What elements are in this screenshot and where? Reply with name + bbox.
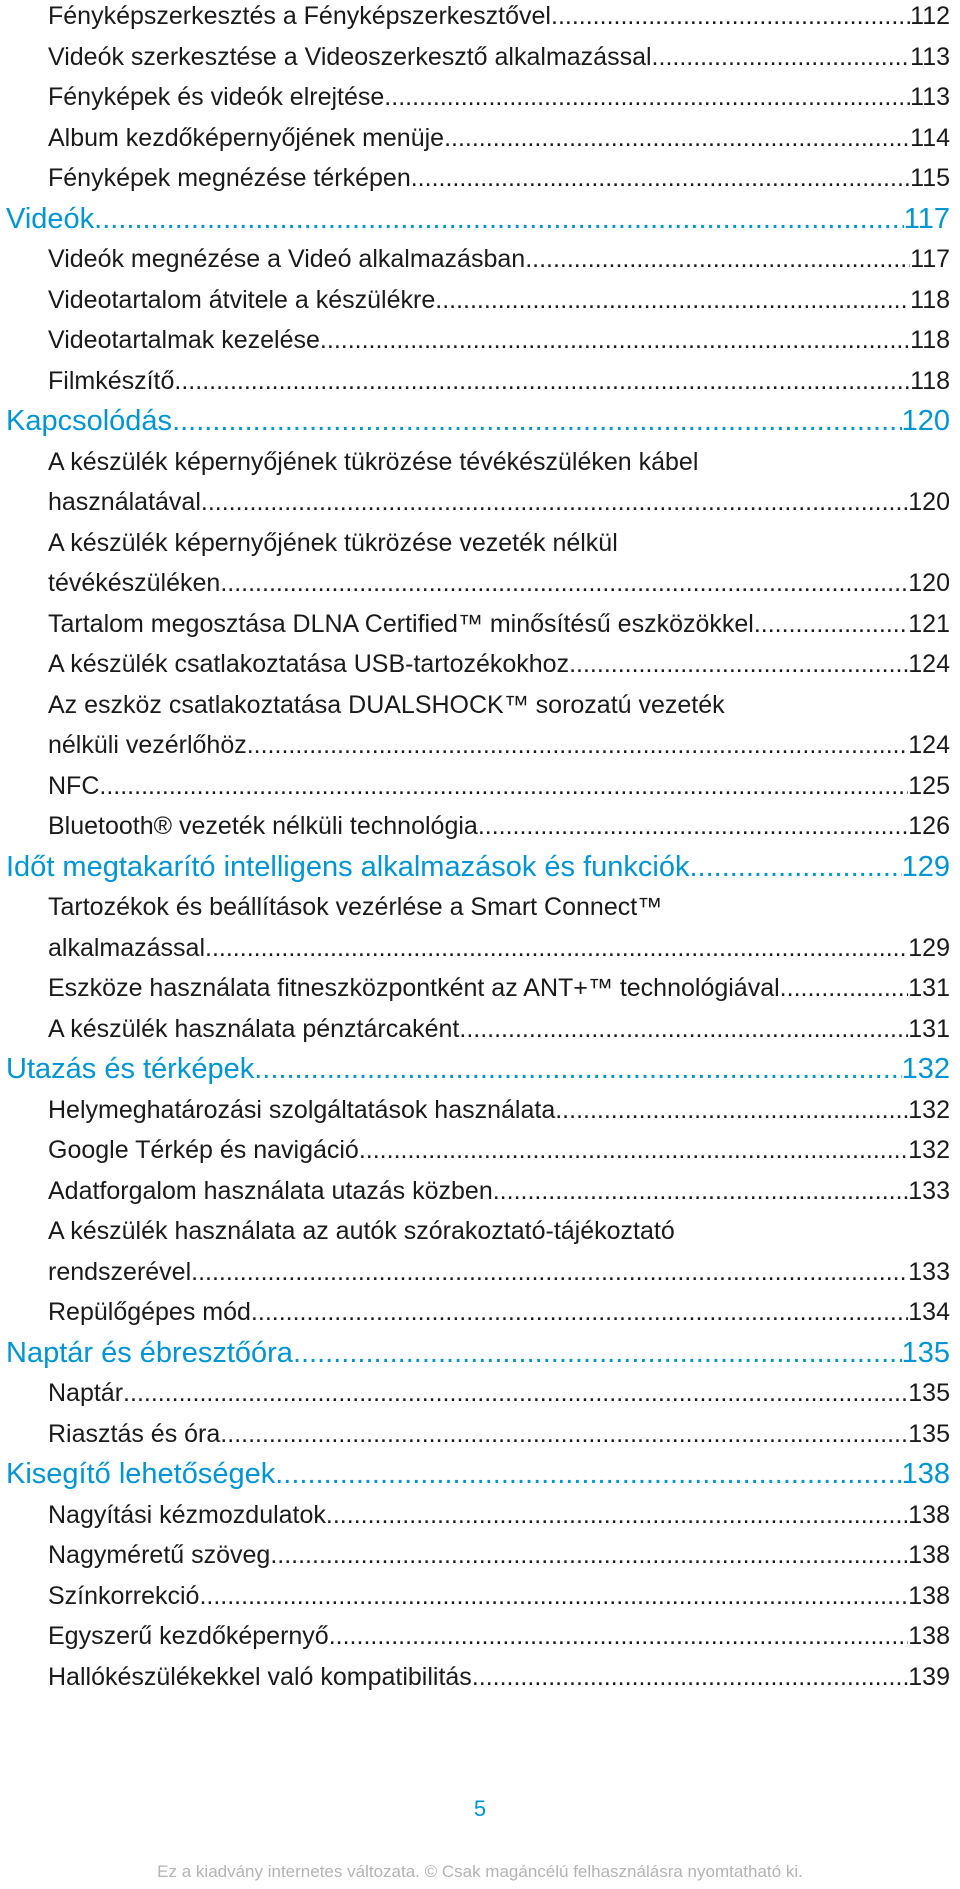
toc-page-number: 118 — [910, 285, 950, 314]
toc-page-number: 112 — [910, 2, 950, 30]
toc-page-number: 135 — [908, 1379, 950, 1407]
toc-section[interactable] — [0, 1049, 960, 1090]
toc-section[interactable] — [0, 199, 960, 240]
toc-page-number: 129 — [901, 850, 950, 883]
toc-entry-title: rendszerével — [48, 1257, 192, 1286]
toc-entry-title-line: Az eszköz csatlakoztatása DUALSHOCK™ sorozatú vezeték — [48, 690, 725, 719]
dot-leader — [551, 0, 910, 36]
toc-entry[interactable] — [0, 1535, 960, 1576]
toc-entry-title: Naptár — [48, 1379, 124, 1407]
toc-entry-title-line: A készülék képernyőjének tükrözése vezeték nélkül — [48, 528, 618, 557]
dot-leader — [493, 1171, 909, 1211]
dot-leader — [459, 1009, 908, 1049]
dot-leader — [689, 847, 901, 887]
toc-entry-title: A készülék csatlakoztatása USB-tartozékokhoz — [48, 650, 570, 678]
toc-page-number: 131 — [908, 974, 950, 1002]
dot-leader — [444, 118, 910, 158]
toc-entry-title: Naptár és ébresztőóra — [6, 1336, 293, 1369]
toc-entry[interactable] — [0, 604, 960, 645]
toc-entry[interactable] — [0, 685, 960, 766]
toc-entry[interactable] — [0, 239, 960, 280]
dot-leader — [99, 766, 908, 806]
toc-entry-title: Videotartalom átvitele a készülékre — [48, 285, 436, 314]
toc-entry-title-line: Tartozékok és beállítások vezérlése a Smart Connect™ — [48, 893, 663, 921]
toc-entry-title: NFC — [48, 771, 100, 800]
dot-leader — [472, 1657, 908, 1697]
toc-entry-title: használatával — [48, 488, 201, 516]
toc-section[interactable] — [0, 847, 960, 888]
toc-entry-title: Nagyítási kézmozdulatok — [48, 1500, 326, 1529]
toc-page-number: 138 — [908, 1581, 950, 1610]
toc-page-number: 129 — [908, 933, 950, 962]
toc-entry-title: Fényképszerkesztés a Fényképszerkesztővel — [48, 2, 551, 30]
toc-entry-title: Eszköze használata fitneszközpontként az ANT+™ technológiával — [48, 974, 780, 1002]
toc-entry-title: Videók szerkesztése a Videoszerkesztő alkalmazással — [48, 42, 652, 71]
dot-leader — [172, 401, 902, 441]
dot-leader — [220, 563, 908, 603]
toc-page-number: 124 — [908, 731, 950, 759]
toc-entry-title: Filmkészítő — [48, 366, 175, 395]
dot-leader — [329, 1616, 909, 1656]
toc-entry[interactable] — [0, 1090, 960, 1131]
toc-entry-title: Videotartalmak kezelése — [48, 326, 320, 354]
toc-page-number: 138 — [901, 1458, 950, 1490]
toc-entry-title: Fényképek megnézése térképen — [48, 164, 411, 192]
toc-entry[interactable] — [0, 806, 960, 847]
dot-leader — [191, 1252, 908, 1292]
toc-page-number: 135 — [901, 1336, 950, 1369]
dot-leader — [326, 1495, 908, 1535]
dot-leader — [174, 361, 910, 401]
toc-entry[interactable] — [0, 1211, 960, 1292]
toc-page-number: 138 — [908, 1500, 950, 1529]
toc-entry[interactable] — [0, 644, 960, 685]
toc-entry[interactable] — [0, 766, 960, 807]
toc-entry[interactable] — [0, 523, 960, 604]
toc-entry-title: Tartalom megosztása DLNA Certified™ minősítésű eszközökkel — [48, 609, 754, 638]
dot-leader — [94, 199, 904, 239]
dot-leader — [275, 1454, 901, 1494]
toc-page-number: 126 — [908, 812, 950, 840]
toc-entry-title: Kisegítő lehetőségek — [6, 1458, 276, 1490]
toc-entry[interactable] — [0, 361, 960, 402]
toc-entry[interactable] — [0, 1495, 960, 1536]
toc-page-number: 138 — [908, 1622, 950, 1650]
toc-page-number: 113 — [910, 42, 950, 71]
toc-page-number: 134 — [908, 1298, 950, 1326]
toc-entry-title-line: A készülék használata az autók szórakoztató-tájékoztató — [48, 1217, 675, 1245]
toc-entry[interactable] — [0, 320, 960, 361]
toc-entry[interactable] — [0, 1292, 960, 1333]
toc-entry[interactable] — [0, 118, 960, 159]
toc-entry-title: Nagyméretű szöveg — [48, 1541, 271, 1569]
toc-entry[interactable] — [0, 968, 960, 1009]
toc-entry[interactable] — [0, 1130, 960, 1171]
dot-leader — [293, 1333, 902, 1373]
toc-page-number: 132 — [901, 1053, 950, 1085]
dot-leader — [754, 604, 908, 644]
toc-entry[interactable] — [0, 442, 960, 523]
toc-page-number: 133 — [908, 1257, 950, 1286]
toc-page-number: 139 — [908, 1662, 950, 1691]
toc-entry[interactable] — [0, 158, 960, 199]
toc-entry-title: Bluetooth® vezeték nélküli technológia — [48, 812, 478, 840]
dot-leader — [254, 1049, 901, 1089]
toc-entry-title: Utazás és térképek — [6, 1053, 255, 1085]
toc-entry[interactable] — [0, 1657, 960, 1698]
toc-page-number: 124 — [908, 650, 950, 678]
toc-page-number: 131 — [908, 1014, 950, 1043]
dot-leader — [555, 1090, 908, 1130]
dot-leader — [270, 1535, 908, 1575]
toc-page-number: 120 — [908, 488, 950, 516]
toc-entry[interactable] — [0, 37, 960, 78]
toc-entry[interactable] — [0, 1373, 960, 1414]
toc-page-number: 120 — [901, 405, 950, 437]
toc-entry-title: Repülőgépes mód — [48, 1298, 251, 1326]
dot-leader — [320, 320, 910, 360]
dot-leader — [220, 1414, 908, 1454]
dot-leader — [478, 806, 908, 846]
toc-entry[interactable] — [0, 1616, 960, 1657]
dot-leader — [251, 1292, 908, 1332]
dot-leader — [205, 928, 908, 968]
dot-leader — [359, 1130, 908, 1170]
toc-page-number: 118 — [910, 366, 950, 395]
toc-page-number: 133 — [908, 1176, 950, 1205]
toc-entry-title: Hallókészülékekkel való kompatibilitás — [48, 1662, 472, 1691]
toc-page-number: 132 — [908, 1136, 950, 1164]
toc-page-number: 115 — [910, 164, 950, 192]
toc-entry-title: Google Térkép és navigáció — [48, 1136, 359, 1164]
toc-entry[interactable] — [0, 1171, 960, 1212]
toc-page-number: 121 — [908, 609, 950, 638]
toc-page-number: 125 — [908, 771, 950, 800]
toc-entry-title: Fényképek és videók elrejtése — [48, 83, 385, 111]
dot-leader — [199, 1576, 908, 1616]
toc-entry-title: alkalmazással — [48, 933, 206, 962]
toc-page-number: 132 — [908, 1095, 950, 1124]
toc-section[interactable] — [0, 401, 960, 442]
toc-entry-title: tévékészüléken — [48, 569, 221, 597]
toc-entry-title-line: A készülék képernyőjének tükrözése tévékészüléken kábel — [48, 447, 699, 476]
toc-page-number: 117 — [903, 202, 950, 235]
dot-leader — [652, 37, 910, 77]
toc-section[interactable] — [0, 1454, 960, 1495]
dot-leader — [201, 482, 908, 522]
toc-section[interactable] — [0, 1333, 960, 1374]
toc-entry-title: Egyszerű kezdőképernyő — [48, 1622, 329, 1650]
toc-entry-title: Adatforgalom használata utazás közben — [48, 1176, 493, 1205]
toc-entry[interactable] — [0, 1576, 960, 1617]
toc-entry[interactable] — [0, 77, 960, 118]
toc-entry-title: Videók megnézése a Videó alkalmazásban — [48, 245, 526, 273]
dot-leader — [569, 644, 908, 684]
dot-leader — [123, 1373, 908, 1413]
toc-page-number: 117 — [910, 245, 950, 273]
toc-entry-title: A készülék használata pénztárcaként — [48, 1014, 460, 1043]
toc-entry[interactable] — [0, 1009, 960, 1050]
toc-entry[interactable] — [0, 0, 960, 37]
dot-leader — [384, 77, 910, 117]
footer-notice: Ez a kiadvány internetes változata. © Csak magáncélú felhasználásra nyomtatható ki. — [157, 1862, 803, 1881]
toc-page-number: 118 — [910, 326, 950, 354]
toc-page-number: 120 — [908, 569, 950, 597]
toc-page-number: 135 — [908, 1419, 950, 1448]
toc-entry-title: Album kezdőképernyőjének menüje — [48, 123, 445, 152]
dot-leader — [247, 725, 909, 765]
toc-entry-title: nélküli vezérlőhöz — [48, 731, 247, 759]
toc-page-number: 114 — [910, 123, 950, 152]
dot-leader — [411, 158, 910, 198]
dot-leader — [525, 239, 910, 279]
toc-entry-title: Riasztás és óra — [48, 1419, 221, 1448]
toc-entry-title: Színkorrekció — [48, 1581, 200, 1610]
toc-entry-title: Helymeghatározási szolgáltatások használata — [48, 1095, 556, 1124]
dot-leader — [435, 280, 910, 320]
toc-entry-title: Videók — [6, 202, 95, 235]
toc-entry-title: Kapcsolódás — [6, 405, 173, 437]
toc-entry[interactable] — [0, 1414, 960, 1455]
toc-entry[interactable] — [0, 280, 960, 321]
dot-leader — [780, 968, 909, 1008]
toc-page-number: 113 — [910, 83, 950, 111]
toc-entry-title: Időt megtakarító intelligens alkalmazások és funkciók — [6, 850, 690, 883]
page-number: 5 — [473, 1796, 487, 1821]
toc-page-number: 138 — [908, 1541, 950, 1569]
toc-entry[interactable] — [0, 887, 960, 968]
